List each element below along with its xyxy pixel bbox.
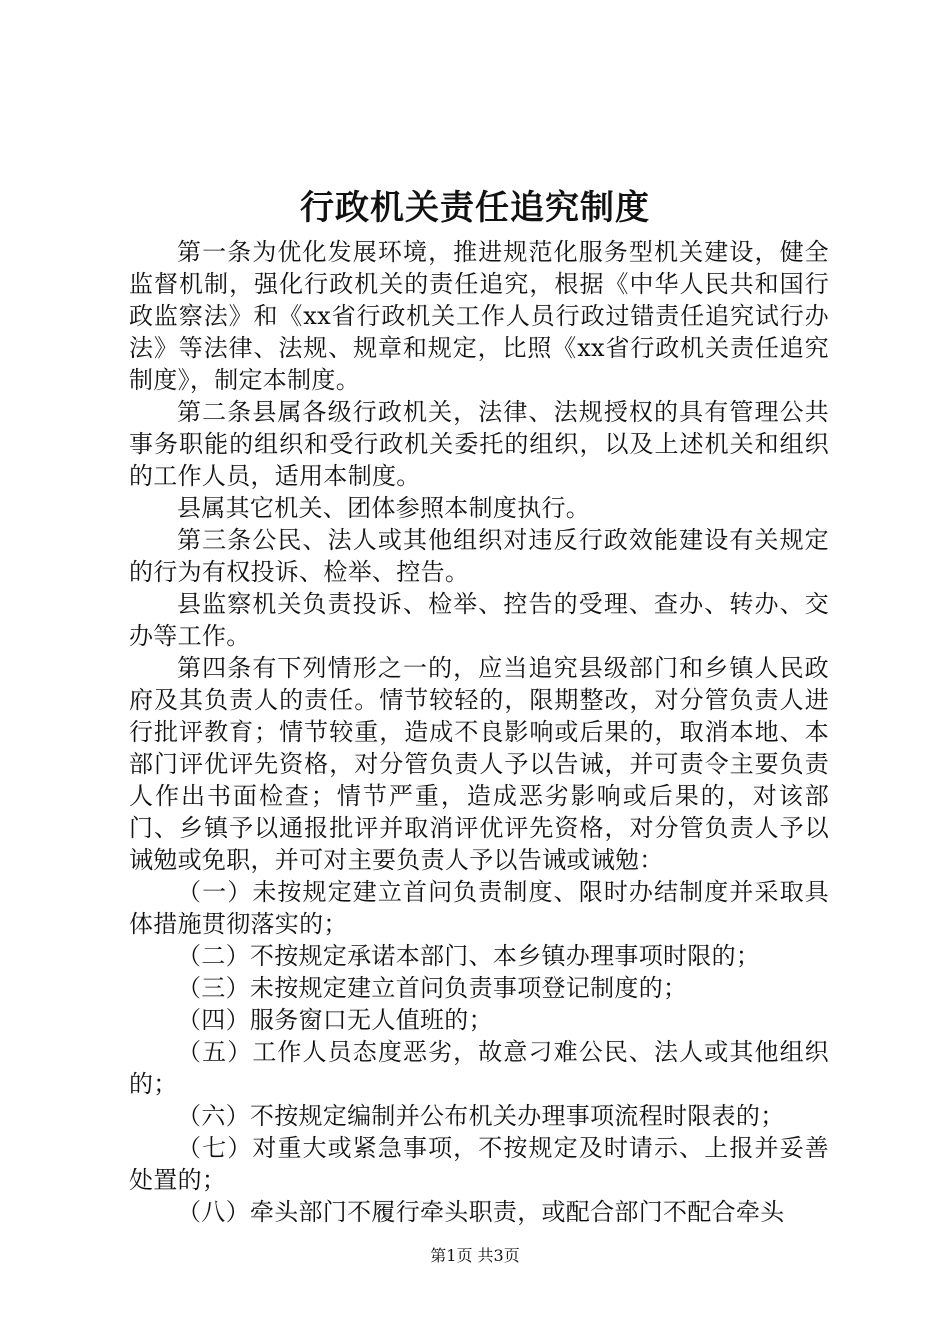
list-item-8: （八）牵头部门不履行牵头职责，或配合部门不配合牵头: [177, 1198, 785, 1226]
paragraph-supervision-organ: 县监察机关负责投诉、检举、控告的受理、查办、转办、交办等工作。: [129, 590, 829, 650]
document-title: 行政机关责任追究制度: [300, 188, 650, 228]
document-body: [129, 236, 829, 1228]
list-item-4: （四）服务窗口无人值班的；: [177, 1006, 493, 1034]
page-footer: 第1页 共3页: [430, 1246, 520, 1265]
paragraph-article-2: 第二条县属各级行政机关，法律、法规授权的具有管理公共事务职能的组织和受行政机关委托的组织，以及上述机关和组织的工作人员，适用本制度。: [129, 398, 829, 490]
paragraph-other-organs: 县属其它机关、团体参照本制度执行。: [177, 494, 591, 522]
list-item-7: （七）对重大或紧急事项，不按规定及时请示、上报并妥善处置的；: [129, 1134, 829, 1194]
list-item-1: （一）未按规定建立首问负责制度、限时办结制度并采取具体措施贯彻落实的；: [129, 878, 829, 938]
paragraph-article-1: 第一条为优化发展环境，推进规范化服务型机关建设，健全监督机制，强化行政机关的责任追究，根据《中华人民共和国行政监察法》和《xx省行政机关工作人员行政过错责任追究试行办法》等法律、法规、规章和规定，比照《xx省行政机关责任追究制度》，制定本制度。: [129, 238, 829, 394]
list-item-5: （五）工作人员态度恶劣，故意刁难公民、法人或其他组织的；: [129, 1038, 829, 1098]
paragraph-article-3: 第三条公民、法人或其他组织对违反行政效能建设有关规定的行为有权投诉、检举、控告。: [129, 526, 829, 586]
list-item-3: （三）未按规定建立首问负责事项登记制度的；: [177, 974, 688, 1002]
list-item-2: （二）不按规定承诺本部门、本乡镇办理事项时限的；: [177, 942, 761, 970]
paragraph-article-4: 第四条有下列情形之一的，应当追究县级部门和乡镇人民政府及其负责人的责任。情节较轻的，限期整改，对分管负责人进行批评教育；情节较重，造成不良影响或后果的，取消本地、本部门评优评先资格，对分管负责人予以告诫，并可责令主要负责人作出书面检查；情节严重，造成恶劣影响或后果的，对该部门、乡镇予以通报批评并取消评优评先资格，对分管负责人予以诫勉或免职，并可对主要负责人予以告诫或诫勉：: [129, 654, 829, 874]
list-item-6: （六）不按规定编制并公布机关办理事项流程时限表的；: [177, 1102, 785, 1130]
